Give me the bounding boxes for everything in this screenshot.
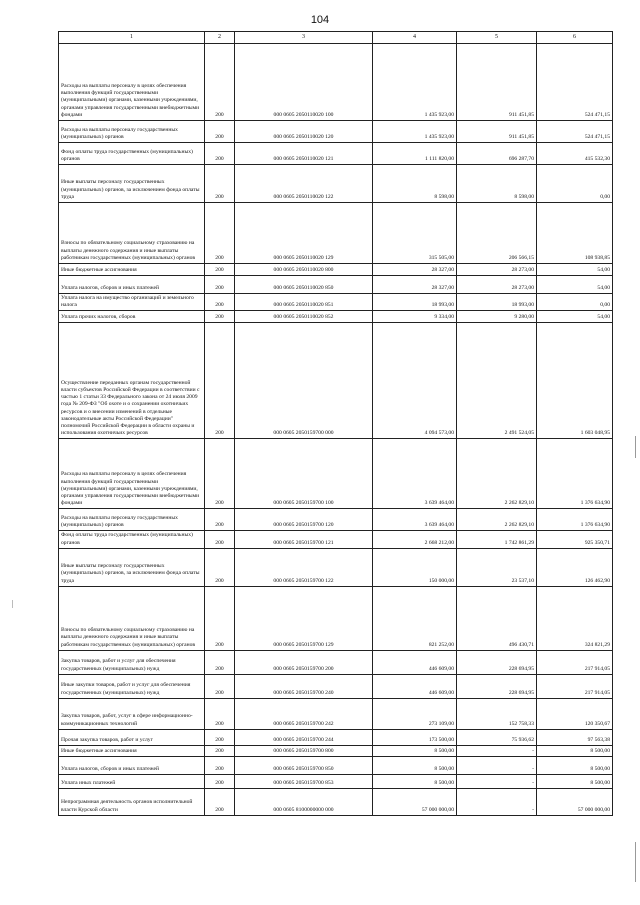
row-approved-amount-cell: 8 500,00 (373, 745, 457, 756)
row-unexecuted-amount-cell: 126 462,90 (537, 548, 613, 586)
row-classification-code-cell: 000 0605 2050110020 852 (235, 311, 373, 323)
row-admin-code-cell: 200 (205, 698, 235, 729)
row-classification-code-cell: 000 0605 2050159700 121 (235, 531, 373, 548)
table-row (59, 586, 613, 650)
row-classification-code-cell: 000 0605 2050159700 120 (235, 509, 373, 531)
row-approved-amount-cell: 18 993,00 (373, 294, 457, 311)
row-unexecuted-amount-cell: 1 376 634,90 (537, 439, 613, 509)
row-admin-code-cell: 200 (205, 650, 235, 674)
row-executed-amount-cell: - (457, 788, 537, 815)
row-approved-amount-cell: 4 094 573,00 (373, 323, 457, 439)
row-name-cell: Уплата прочих налогов, сборов (59, 311, 205, 323)
row-executed-amount-cell: 75 936,62 (457, 729, 537, 745)
row-unexecuted-amount-cell: 0,00 (537, 294, 613, 311)
row-admin-code-cell: 200 (205, 439, 235, 509)
row-unexecuted-amount-cell: 217 914,05 (537, 674, 613, 698)
table-row (59, 698, 613, 729)
row-classification-code-cell: 000 0605 2050110020 850 (235, 276, 373, 294)
row-approved-amount-cell: 3 639 464,00 (373, 509, 457, 531)
row-classification-code-cell: 000 0605 2050110020 129 (235, 203, 373, 264)
row-name-cell: Расходы на выплаты персоналу государственных (муниципальных) органов (59, 509, 205, 531)
table-row (59, 44, 613, 121)
row-admin-code-cell: 200 (205, 531, 235, 548)
row-admin-code-cell: 200 (205, 165, 235, 203)
row-approved-amount-cell: 1 111 820,00 (373, 143, 457, 165)
row-approved-amount-cell: 1 435 923,00 (373, 44, 457, 121)
row-executed-amount-cell: - (457, 774, 537, 788)
row-unexecuted-amount-cell: 57 000 000,00 (537, 788, 613, 815)
row-admin-code-cell: 200 (205, 121, 235, 143)
row-admin-code-cell: 200 (205, 548, 235, 586)
row-executed-amount-cell: 2 262 829,10 (457, 439, 537, 509)
table-row (59, 650, 613, 674)
row-classification-code-cell: 000 0605 2050110020 122 (235, 165, 373, 203)
column-header-4: 4 (373, 32, 457, 44)
row-approved-amount-cell: 446 609,00 (373, 674, 457, 698)
row-name-cell: Уплата налога на имущество организаций и земельного налога (59, 294, 205, 311)
row-name-cell: Уплата налогов, сборов и иных платежей (59, 276, 205, 294)
row-executed-amount-cell: 228 694,95 (457, 650, 537, 674)
row-executed-amount-cell: 2 491 524,05 (457, 323, 537, 439)
table-row (59, 264, 613, 276)
row-executed-amount-cell: 9 280,00 (457, 311, 537, 323)
column-header-6: 6 (537, 32, 613, 44)
table-row (59, 729, 613, 745)
row-name-cell: Фонд оплаты труда государственных (муниципальных) органов (59, 143, 205, 165)
row-admin-code-cell: 200 (205, 294, 235, 311)
row-executed-amount-cell: - (457, 756, 537, 774)
row-admin-code-cell: 200 (205, 509, 235, 531)
row-unexecuted-amount-cell: 524 471,15 (537, 121, 613, 143)
table-row (59, 788, 613, 815)
row-unexecuted-amount-cell: 120 350,67 (537, 698, 613, 729)
row-classification-code-cell: 000 0605 2050159700 800 (235, 745, 373, 756)
row-classification-code-cell: 000 0605 2050159700 000 (235, 323, 373, 439)
column-header-2: 2 (205, 32, 235, 44)
row-admin-code-cell: 200 (205, 311, 235, 323)
table-row (59, 143, 613, 165)
row-admin-code-cell: 200 (205, 203, 235, 264)
row-admin-code-cell: 200 (205, 143, 235, 165)
row-approved-amount-cell: 3 639 464,00 (373, 439, 457, 509)
row-name-cell: Фонд оплаты труда государственных (муниципальных) органов (59, 531, 205, 548)
row-admin-code-cell: 200 (205, 756, 235, 774)
row-unexecuted-amount-cell: 54,00 (537, 276, 613, 294)
row-unexecuted-amount-cell: 1 376 634,90 (537, 509, 613, 531)
page-number: 104 (310, 14, 330, 26)
row-unexecuted-amount-cell: 0,00 (537, 165, 613, 203)
row-name-cell: Иные бюджетные ассигнования (59, 264, 205, 276)
row-name-cell: Иные закупки товаров, работ и услуг для обеспечения государственных (муниципальных) нужд (59, 674, 205, 698)
row-approved-amount-cell: 1 435 923,00 (373, 121, 457, 143)
table-row (59, 276, 613, 294)
table-row (59, 439, 613, 509)
table-row (59, 548, 613, 586)
row-admin-code-cell: 200 (205, 729, 235, 745)
column-header-1: 1 (59, 32, 205, 44)
table-row (59, 203, 613, 264)
row-name-cell: Уплата иных платежей (59, 774, 205, 788)
row-approved-amount-cell: 273 109,00 (373, 698, 457, 729)
row-admin-code-cell: 200 (205, 745, 235, 756)
row-unexecuted-amount-cell: 8 500,00 (537, 774, 613, 788)
row-name-cell: Иные выплаты персоналу государственных (муниципальных) органов, за исключением фонда оплаты труда (59, 548, 205, 586)
row-name-cell: Иные бюджетные ассигнования (59, 745, 205, 756)
row-unexecuted-amount-cell: 415 532,30 (537, 143, 613, 165)
row-admin-code-cell: 200 (205, 44, 235, 121)
row-name-cell: Закупка товаров, работ и услуг для обеспечения государственных (муниципальных) нужд (59, 650, 205, 674)
row-approved-amount-cell: 315 505,00 (373, 203, 457, 264)
table-row (59, 531, 613, 548)
row-approved-amount-cell: 28 327,00 (373, 264, 457, 276)
column-header-5: 5 (457, 32, 537, 44)
row-classification-code-cell: 000 0605 2050110020 121 (235, 143, 373, 165)
budget-execution-table (58, 31, 613, 816)
row-classification-code-cell: 000 0605 2050110020 800 (235, 264, 373, 276)
row-approved-amount-cell: 8 598,00 (373, 165, 457, 203)
row-admin-code-cell: 200 (205, 323, 235, 439)
row-unexecuted-amount-cell: 8 500,00 (537, 745, 613, 756)
row-classification-code-cell: 000 0605 2050110020 851 (235, 294, 373, 311)
row-unexecuted-amount-cell: 54,00 (537, 264, 613, 276)
table-row (59, 509, 613, 531)
scan-edge-mark (635, 436, 636, 458)
row-unexecuted-amount-cell: 97 563,38 (537, 729, 613, 745)
row-name-cell: Уплата налогов, сборов и иных платежей (59, 756, 205, 774)
row-approved-amount-cell: 57 000 000,00 (373, 788, 457, 815)
row-approved-amount-cell: 28 327,00 (373, 276, 457, 294)
row-classification-code-cell: 000 0605 2050159700 129 (235, 586, 373, 650)
row-approved-amount-cell: 8 500,00 (373, 756, 457, 774)
table-row (59, 121, 613, 143)
scan-edge-mark (12, 600, 13, 608)
row-approved-amount-cell: 9 334,00 (373, 311, 457, 323)
row-unexecuted-amount-cell: 8 500,00 (537, 756, 613, 774)
row-unexecuted-amount-cell: 524 471,15 (537, 44, 613, 121)
row-executed-amount-cell: 496 430,71 (457, 586, 537, 650)
row-admin-code-cell: 200 (205, 674, 235, 698)
row-classification-code-cell: 000 0605 2050159700 122 (235, 548, 373, 586)
row-admin-code-cell: 200 (205, 276, 235, 294)
row-approved-amount-cell: 8 500,00 (373, 774, 457, 788)
row-classification-code-cell: 000 0605 2050110020 120 (235, 121, 373, 143)
row-name-cell: Прочая закупка товаров, работ и услуг (59, 729, 205, 745)
row-name-cell: Иные выплаты персоналу государственных (муниципальных) органов, за исключением фонда оплаты труда (59, 165, 205, 203)
row-unexecuted-amount-cell: 108 938,85 (537, 203, 613, 264)
table-row (59, 774, 613, 788)
row-approved-amount-cell: 173 500,00 (373, 729, 457, 745)
row-admin-code-cell: 200 (205, 586, 235, 650)
row-approved-amount-cell: 150 000,00 (373, 548, 457, 586)
row-unexecuted-amount-cell: 1 603 048,95 (537, 323, 613, 439)
row-admin-code-cell: 200 (205, 774, 235, 788)
row-classification-code-cell: 000 0605 2050159700 200 (235, 650, 373, 674)
row-name-cell: Расходы на выплаты персоналу государственных (муниципальных) органов (59, 121, 205, 143)
row-approved-amount-cell: 821 252,00 (373, 586, 457, 650)
table-row (59, 323, 613, 439)
row-executed-amount-cell: 8 598,00 (457, 165, 537, 203)
row-admin-code-cell: 200 (205, 788, 235, 815)
row-executed-amount-cell: 23 537,10 (457, 548, 537, 586)
row-unexecuted-amount-cell: 324 821,29 (537, 586, 613, 650)
row-classification-code-cell: 000 0605 2050159700 850 (235, 756, 373, 774)
row-classification-code-cell: 000 0605 2050159700 100 (235, 439, 373, 509)
row-executed-amount-cell: 18 993,00 (457, 294, 537, 311)
row-name-cell: Закупка товаров, работ, услуг в сфере информационно-коммуникационных технологий (59, 698, 205, 729)
header-row (59, 32, 613, 44)
row-executed-amount-cell: 696 287,70 (457, 143, 537, 165)
row-executed-amount-cell: 228 694,95 (457, 674, 537, 698)
row-executed-amount-cell: 911 451,85 (457, 44, 537, 121)
row-executed-amount-cell: 1 742 861,29 (457, 531, 537, 548)
table-row (59, 311, 613, 323)
row-approved-amount-cell: 2 668 212,00 (373, 531, 457, 548)
table-row (59, 674, 613, 698)
row-name-cell: Расходы на выплаты персоналу в целях обеспечения выполнения функций государственными (муниципальными) органами, казенными учреждениями, органами управления государственными внебюджетными фондами (59, 44, 205, 121)
row-executed-amount-cell: 2 262 829,10 (457, 509, 537, 531)
row-executed-amount-cell: 152 758,33 (457, 698, 537, 729)
table-row (59, 294, 613, 311)
row-executed-amount-cell: - (457, 745, 537, 756)
row-admin-code-cell: 200 (205, 264, 235, 276)
row-name-cell: Расходы на выплаты персоналу в целях обеспечения выполнения функций государственными (муниципальными) органами, казенными учреждениями, органами управления государственными внебюджетными фондами (59, 439, 205, 509)
table-row (59, 165, 613, 203)
row-unexecuted-amount-cell: 217 914,05 (537, 650, 613, 674)
row-name-cell: Взносы по обязательному социальному страхованию на выплаты денежного содержания и иные выплаты работникам государственных (муниципальных) органов (59, 586, 205, 650)
row-classification-code-cell: 000 0605 2050159700 242 (235, 698, 373, 729)
table-row (59, 745, 613, 756)
column-header-3: 3 (235, 32, 373, 44)
row-executed-amount-cell: 28 273,00 (457, 276, 537, 294)
row-classification-code-cell: 000 0605 2050159700 240 (235, 674, 373, 698)
table-row (59, 756, 613, 774)
row-classification-code-cell: 000 0605 2050110020 100 (235, 44, 373, 121)
row-name-cell: Осуществление переданных органам государственной власти субъектов Российской Федерации в соответствии с частью 1 статьи 33 Федерального закона от 24 июля 2009 года № 209-ФЗ "Об охоте и о сохранении охотничьих ресурсов и о внесении изменений в отдельные законодательные акты Российской Федерации" полномочий Российской Федерации в области охраны и использования охотничьих ресурсов (59, 323, 205, 439)
row-classification-code-cell: 000 0605 2050159700 244 (235, 729, 373, 745)
row-name-cell: Непрограммная деятельность органов исполнительной власти Курской области (59, 788, 205, 815)
row-executed-amount-cell: 28 273,00 (457, 264, 537, 276)
row-unexecuted-amount-cell: 925 350,71 (537, 531, 613, 548)
row-unexecuted-amount-cell: 54,00 (537, 311, 613, 323)
row-classification-code-cell: 000 0605 8100000000 000 (235, 788, 373, 815)
row-approved-amount-cell: 446 609,00 (373, 650, 457, 674)
row-name-cell: Взносы по обязательному социальному страхованию на выплаты денежного содержания и иные выплаты работникам государственных (муниципальных) органов (59, 203, 205, 264)
row-classification-code-cell: 000 0605 2050159700 853 (235, 774, 373, 788)
scan-edge-mark (635, 842, 636, 882)
row-executed-amount-cell: 911 451,85 (457, 121, 537, 143)
row-executed-amount-cell: 206 566,15 (457, 203, 537, 264)
